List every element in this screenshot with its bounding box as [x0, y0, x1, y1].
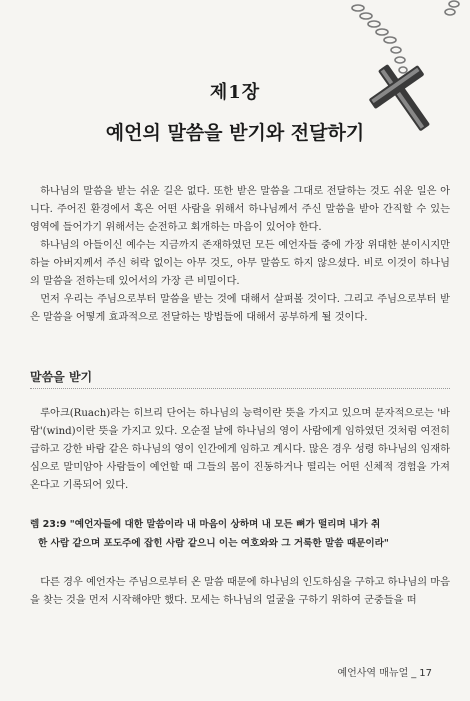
page-footer: 예언사역 매뉴얼 _ 17 — [337, 668, 432, 679]
intro-section — [30, 183, 450, 327]
page-number: 17 — [419, 668, 432, 679]
paragraph: 하나님의 말씀을 받는 쉬운 길은 없다. 또한 받은 말씀을 그대로 전달하는 것도 쉬운 일은 아니다. 주어진 환경에서 혹은 어떤 사람을 위해서 하나님께서 주신 말씀을 받아 간직할 수 있는 영역에 들어가기 위해서는 순전하고 회개하는 마음이 있어야 한다. — [30, 186, 450, 233]
chapter-number: 제1장 — [209, 82, 261, 103]
book-title: 예언사역 매뉴얼 — [337, 668, 409, 679]
scripture-quote — [30, 515, 450, 553]
verse-line: 한 사람 같으며 포도주에 잡힌 사람 같으니 이는 여호와와 그 거룩한 말씀 때문이라" — [38, 538, 389, 549]
paragraph: 다른 경우 예언자는 주님으로부터 온 말씀 때문에 하나님의 인도하심을 구하고 하나님의 마음을 찾는 것을 먼저 시작해야만 했다. 모세는 하나님의 얼굴을 구하기 위하여 군중들을 떠 — [30, 577, 450, 606]
paragraph: 하나님의 아들이신 예수는 지금까지 존재하였던 모든 예언자들 중에 가장 위대한 분이시지만 하늘 아버지께서 주신 허락 없이는 아무 것도, 아무 말씀도 하지 않으셨다. 비로 이것이 하나님의 말씀을 전하는데 있어서의 가장 큰 비밀이다. — [30, 240, 450, 287]
verse-line: 렘 23:9 "예언자들에 대한 말씀이라 내 마음이 상하며 내 모든 뼈가 떨리며 내가 취 — [30, 519, 381, 530]
chapter-title: 예언의 말씀을 받기와 전달하기 — [105, 122, 365, 144]
paragraph: 먼저 우리는 주님으로부터 말씀을 받는 것에 대해서 살펴볼 것이다. 그리고 주님으로부터 받은 말씀을 어떻게 효과적으로 전달하는 방법들에 대해서 공부하게 될 것이다. — [30, 294, 450, 323]
section-body — [30, 405, 450, 495]
paragraph: 루아크(Ruach)라는 히브리 단어는 하나님의 능력이란 뜻을 가지고 있으며 문자적으로는 '바람'(wind)이란 뜻을 가지고 있다. 오순절 날에 하나님의 영이 사람에게 임하였던 것처럼 여전히 급하고 강한 바람 같은 하나님의 영이 인간에게 임하고 계시다. 많은 경우 성령 하나님의 임재하심으로 말미암아 사람들이 예언할 때 그들의 몸이 진동하거나 떨리는 어떤 신체적 경험을 가져온다고 기록되어 있다. — [30, 408, 450, 491]
section-heading: 말씀을 받기 — [30, 368, 450, 389]
continuation-section — [30, 574, 450, 610]
